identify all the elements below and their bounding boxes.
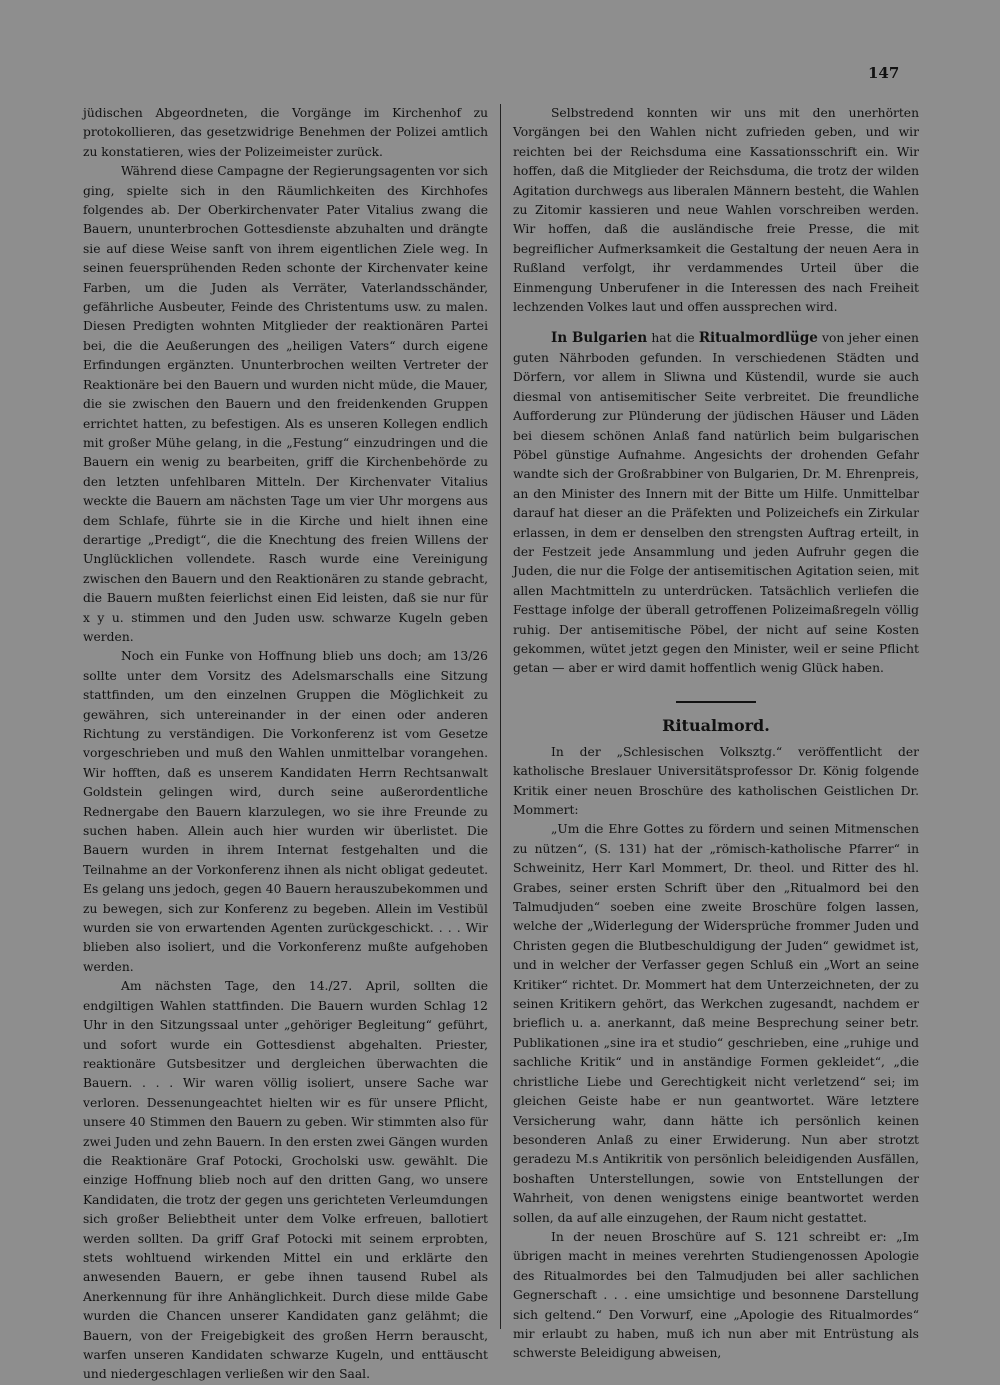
section-heading: Ritualmord. <box>662 715 770 735</box>
ritualmord-paragraph: In der „Schlesischen Volksztg.“ veröffentlicht der katholische Breslauer Universitätsprofessor Dr. König folgende Kritik einer neuen Broschüre des katholischen Geistlichen Dr. Mommert: <box>513 744 919 817</box>
bulgaria-mid: hat die <box>647 331 699 346</box>
ritualmord-paragraph: In der neuen Broschüre auf S. 121 schreibt er: „Im übrigen macht in meines verehrten Studiengenossen Apologie des Ritualmordes bei den Talmudjuden bei aller sachlichen Gegnerschaft . . . eine umsichtige und besonnene Darstellung sich geltend.“ Den Vorwurf, eine „Apologie des Ritualmordes“ mir erlaubt zu haben, muß ich nun aber mit Entrüstung als schwerste Beleidigung abweisen, <box>513 1229 919 1361</box>
page-number: 147 <box>868 64 900 82</box>
column-divider <box>500 104 501 1329</box>
bulgaria-paragraph <box>513 329 919 678</box>
ritualmord-paragraph: „Um die Ehre Gottes zu fördern und seinen Mitmenschen zu nützen“, (S. 131) hat der „römisch-katholische Pfarrer“ in Schweinitz, Herr Karl Mommert, Dr. theol. und Ritter des hl. Grabes, seiner ersten Schrift über den „Ritualmord bei den Talmudjuden“ soeben eine zweite Broschüre folgen lassen, welche der „Widerlegung der Widersprüche frommer Juden und Christen gegen die Blutbeschuldigung der Juden“ gewidmet ist, und in welcher der Verfasser gegen Schluß ein „Wort an seine Kritiker“ richtet. Dr. Mommert hat dem Unterzeichneten, der zu seinen Kritikern gehört, das Werkchen zugesandt, nachdem er brieflich u. a. anerkannt, daß meine Besprechung seiner betr. Publikationen „sine ira et studio“ geschrieben, eine „ruhige und sachliche Kritik“ und in anständige Formen gekleidet“, „die christliche Liebe und Gerechtigkeit nicht verletzend“ sei; im gleichen Geiste habe er nun geantwortet. Wäre letztere Versicherung wahr, dann hätte ich persönlich keinen besonderen Anlaß zu einer Erwiderung. Nun aber strotzt geradezu M.s Antikritik von persönlich beleidigenden Ausfällen, boshaften Unterstellungen, sowie von Entstellungen der Wahrheit, von denen wenigstens einige beantwortet werden sollen, da auf alle einzugehen, der Raum nicht gestattet. <box>513 822 919 1225</box>
left-paragraph: jüdischen Abgeordneten, die Vorgänge im Kirchenhof zu protokollieren, das gesetzwidrige Benehmen der Polizei amtlich zu konstatieren, wies der Polizeimeister zurück. <box>83 106 488 159</box>
left-paragraph: Noch ein Funke von Hoffnung blieb uns doch; am 13/26 sollte unter dem Vorsitz des Adelsmarschalls eine Sitzung stattfinden, um den einzelnen Gruppen die Möglichkeit zu gewähren, sich untereinander in der einen oder anderen Richtung zu verständigen. Die Vorkonferenz ist vom Gesetze vorgeschrieben und muß den Wahlen unmittelbar vorangehen. Wir hofften, daß es unserem Kandidaten Herrn Rechtsanwalt Goldstein gelingen wird, durch seine außerordentliche Rednergabe den Bauern klarzulegen, wo sie ihre Freunde zu suchen haben. Allein auch hier wurden wir überlistet. Die Bauern wurden in ihrem Internat festgehalten und die Teilnahme an der Vorkonferenz ihnen als nicht obligat gedeutet. Es gelang uns jedoch, gegen 40 Bauern herauszubekommen und zu bewegen, sich zur Konferenz zu begeben. Allein im Vestibül wurden sie von erwartenden Agenten zurückgeschickt. . . . Wir blieben also isoliert, und die Vorkonferenz mußte aufgehoben werden. <box>83 649 488 974</box>
bulgaria-term: Ritualmordlüge <box>698 330 818 347</box>
right-column <box>513 104 919 1364</box>
right-paragraph: Selbstredend konnten wir uns mit den unerhörten Vorgängen bei den Wahlen nicht zufrieden geben, und wir reichten bei der Reichsduma eine Kassationsschrift ein. Wir hoffen, daß die Mitglieder der Reichsduma, die trotz der wilden Agitation durchwegs aus liberalen Männern besteht, die Wahlen zu Zitomir kassieren und neue Wahlen vorschreiben werden. Wir hoffen, daß die ausländische freie Presse, die mit begreiflicher Aufmerksamkeit die Gestaltung der neuen Aera in Rußland verfolgt, ihr verdammendes Urteil über die Einmengung Unberufener in die Interessen des nach Freiheit lechzenden Volkes laut und offen aussprechen wird. <box>513 106 919 315</box>
left-paragraph: Während diese Campagne der Regierungsagenten vor sich ging, spielte sich in den Räumlichkeiten des Kirchhofes folgendes ab. Der Oberkirchenvater Pater Vitalius zwang die Bauern, ununterbrochen Gottesdienste abzuhalten und drängte sie auf diese Weise sanft von ihrem eigentlichen Ziele weg. In seinen feuersprühenden Reden schonte der Kirchenvater keine Farben, um die Juden als Verräter, Vaterlandsschänder, gefährliche Ausbeuter, Feinde des Christentums usw. zu malen. Diesen Predigten wohnten Mitglieder der reaktionären Partei bei, die die Aeußerungen des „heiligen Vaters“ durch eigene Erfindungen ergänzten. Ununterbrochen weilten Vertreter der Reaktionäre bei den Bauern und wurden nicht müde, die Mauer, die sie zwischen den Bauern und den freidenkenden Gruppen errichtet hatten, zu befestigen. Als es unseren Kollegen endlich mit großer Mühe gelang, in die „Festung“ einzudringen und die Bauern ein wenig zu bearbeiten, griff die Kirchenbehörde zu den letzten unfehlbaren Mitteln. Der Kirchenvater Vitalius weckte die Bauern am nächsten Tage um vier Uhr morgens aus dem Schlafe, führte sie in die Kirche und hielt ihnen eine derartige „Predigt“, die die Knechtung des freien Willens der Unglücklichen vollendete. Rasch wurde eine Vereinigung zwischen den Bauern und den Reaktionären zu stande gebracht, die Bauern mußten feierlichst einen Eid leisten, daß sie nur für x y u. stimmen und den Juden usw. schwarze Kugeln geben werden. <box>83 164 488 644</box>
left-paragraph: Am nächsten Tage, den 14./27. April, sollten die endgiltigen Wahlen stattfinden. Die Bauern wurden Schlag 12 Uhr in den Sitzungssaal unter „gehöriger Begleitung“ geführt, und sofort wurde ein Gottesdienst abgehalten. Priester, reaktionäre Gutsbesitzer und dergleichen überwachten die Bauern. . . . Wir waren völlig isoliert, unsere Sache war verloren. Dessenungeachtet hielten wir es für unsere Pflicht, unsere 40 Stimmen den Bauern zu geben. Wir stimmten also für zwei Juden und zehn Bauern. In den ersten zwei Gängen wurden die Reaktionäre Graf Potocki, Grocholski usw. gewählt. Die einzige Hoffnung blieb noch auf den dritten Gang, wo unsere Kandidaten, die trotz der gegen uns gerichteten Verleumdungen sich großer Beliebtheit unter dem Volke erfreuen, ballotiert werden sollten. Da griff Graf Potocki mit seinem erprobten, stets wohltuend wirkenden Mittel ein und erklärte den anwesenden Bauern, er gebe ihnen tausend Rubel als Anerkennung für ihre Anhänglichkeit. Durch diese milde Gabe wurden die Chancen unserer Kandidaten ganz gelähmt; die Bauern, von der Freigebigkeit des großen Herrn berauscht, warfen unseren Kandidaten schwarze Kugeln, und enttäuscht und niedergeschlagen verließen wir den Saal. <box>83 979 488 1382</box>
left-column <box>83 104 488 1385</box>
section-rule <box>676 701 756 703</box>
paragraph-gap <box>513 317 919 329</box>
bulgaria-lead: In Bulgarien <box>551 330 648 347</box>
bulgaria-text: von jeher einen guten Nährboden gefunden. In verschiedenen Städten und Dörfern, vor allem in Sliwna und Küstendil, wurde sie auch diesmal von antisemitischer Seite verbreitet. Die freundliche Aufforderung zur Plünderung der jüdischen Häuser und Läden bei diesem schönen Anlaß fand natürlich beim bulgarischen Pöbel günstige Aufnahme. Angesichts der drohenden Gefahr wandte sich der Großrabbiner von Bulgarien, Dr. M. Ehrenpreis, an den Minister des Innern mit der Bitte um Hilfe. Unmittelbar darauf hat dieser an die Präfekten und Polizeichefs ein Zirkular erlassen, in dem er denselben den strengsten Auftrag erteilt, in der Festzeit jede Ansammlung und jeden Aufruhr gegen die Juden, die nur die Folge der antisemitischen Agitation seien, mit allen Machtmitteln zu unterdrücken. Tatsächlich verliefen die Festtage infolge der überall getroffenen Polizeimaßregeln völlig ruhig. Der antisemitische Pöbel, der nicht auf seine Kosten gekommen, wütet jetzt gegen den Minister, weil er seine Pflicht getan — aber er wird damit hoffentlich wenig Glück haben. <box>513 331 919 676</box>
